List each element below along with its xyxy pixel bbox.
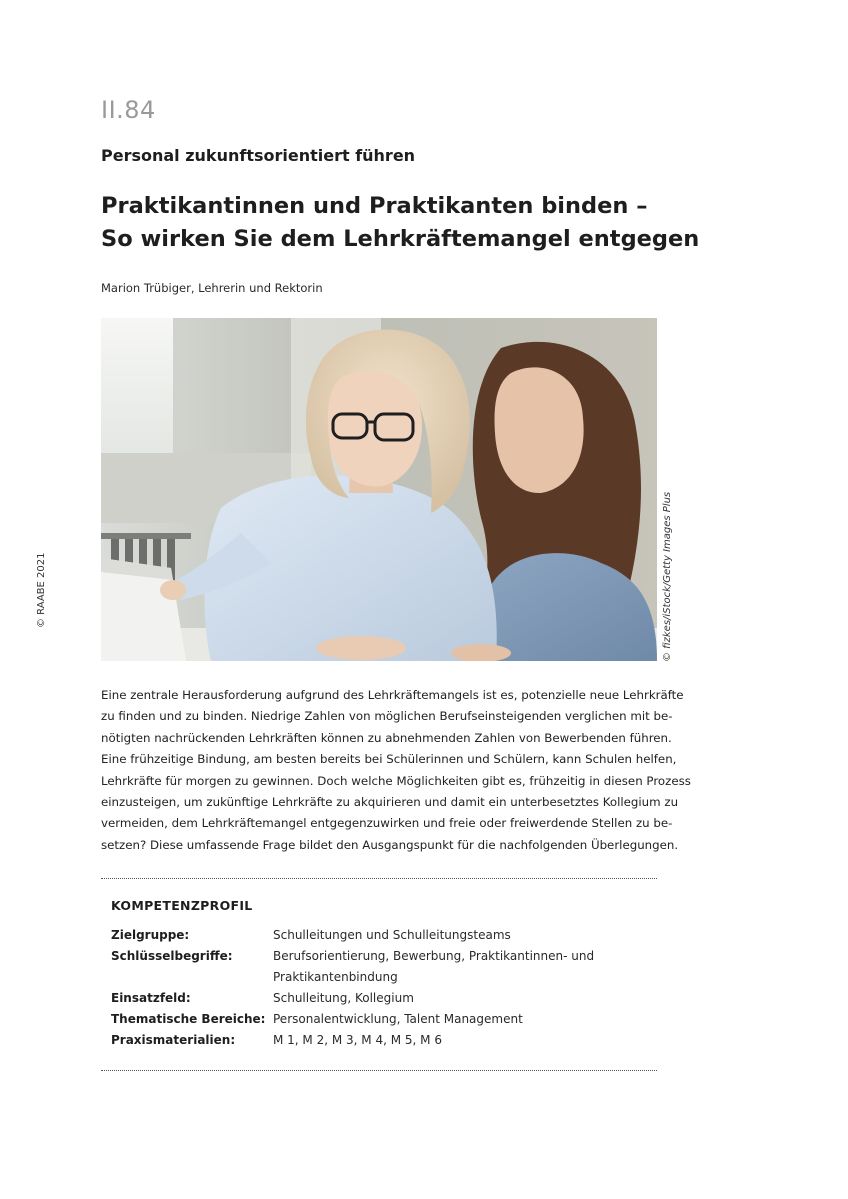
profile-row-topics xyxy=(111,1009,641,1030)
profile-label: Thematische Bereiche: xyxy=(111,1012,266,1026)
copyright-notice: © RAABE 2021 xyxy=(36,552,47,628)
intro-line: nötigten nachrückenden Lehrkräften können zu abnehmenden Zahlen von Bewerbenden führen. xyxy=(101,730,672,745)
section-code: II.84 xyxy=(101,96,156,124)
intro-line: Lehrkräfte für morgen zu gewinnen. Doch welche Möglichkeiten gibt es, frühzeitig in diesen Prozess xyxy=(101,773,691,788)
intro-line: vermeiden, dem Lehrkräftemangel entgegenzuwirken und freie oder freiwerdende Stellen zu be- xyxy=(101,816,673,831)
profile-label: Schlüsselbegriffe: xyxy=(111,949,233,963)
profile-row-field xyxy=(111,988,641,1009)
profile-label: Einsatzfeld: xyxy=(111,991,191,1005)
profile-value-line: Personalentwicklung, Talent Management xyxy=(273,1012,523,1026)
profile-value-line: M 1, M 2, M 3, M 4, M 5, M 6 xyxy=(273,1033,442,1047)
profile-value-line: Praktikantenbindung xyxy=(273,970,398,984)
article-title xyxy=(101,190,701,256)
profile-row-target-group xyxy=(111,925,641,946)
profile-value xyxy=(273,988,641,1009)
article-title-line-1: Praktikantinnen und Praktikanten binden – xyxy=(101,193,648,219)
intro-line: Eine zentrale Herausforderung aufgrund des Lehrkräftemangels ist es, potenzielle neue Lehrkräfte xyxy=(101,688,684,702)
profile-value-line: Berufsorientierung, Bewerbung, Praktikantinnen- und xyxy=(273,949,595,963)
profile-divider-bottom xyxy=(101,1070,657,1071)
profile-value-line: Schulleitungen und Schulleitungsteams xyxy=(273,928,511,942)
profile-value xyxy=(273,1009,641,1030)
competence-profile xyxy=(111,925,641,1051)
cover-photo xyxy=(101,318,657,661)
intro-line: einzusteigen, um zukünftige Lehrkräfte zu akquirieren und damit ein unterbesetztes Kollegium zu xyxy=(101,795,679,810)
profile-label: Praxismaterialien: xyxy=(111,1033,236,1047)
profile-value xyxy=(273,1030,641,1051)
author-line: Marion Trübiger, Lehrerin und Rektorin xyxy=(101,281,323,295)
profile-row-keywords xyxy=(111,946,641,988)
profile-value xyxy=(273,946,641,988)
intro-line: Eine frühzeitige Bindung, am besten bereits bei Schülerinnen und Schülern, kann Schulen helfen, xyxy=(101,752,677,767)
profile-heading: KOMPETENZPROFIL xyxy=(111,898,253,913)
intro-line: setzen? Diese umfassende Frage bildet den Ausgangspunkt für die nachfolgenden Überlegungen. xyxy=(101,837,679,852)
profile-row-materials xyxy=(111,1030,641,1051)
profile-value-line: Schulleitung, Kollegium xyxy=(273,991,414,1005)
photo-credit: © fizkes/iStock/Getty Images Plus xyxy=(662,491,673,662)
profile-value xyxy=(273,925,641,946)
profile-label: Zielgruppe: xyxy=(111,928,190,942)
intro-line: zu finden und zu binden. Niedrige Zahlen von möglichen Berufseinsteigenden verglichen mit be- xyxy=(101,709,673,724)
series-title: Personal zukunftsorientiert führen xyxy=(101,146,416,165)
profile-divider-top xyxy=(101,878,657,879)
article-title-line-2: So wirken Sie dem Lehrkräftemangel entgegen xyxy=(101,226,700,252)
intro-paragraph xyxy=(101,685,691,856)
